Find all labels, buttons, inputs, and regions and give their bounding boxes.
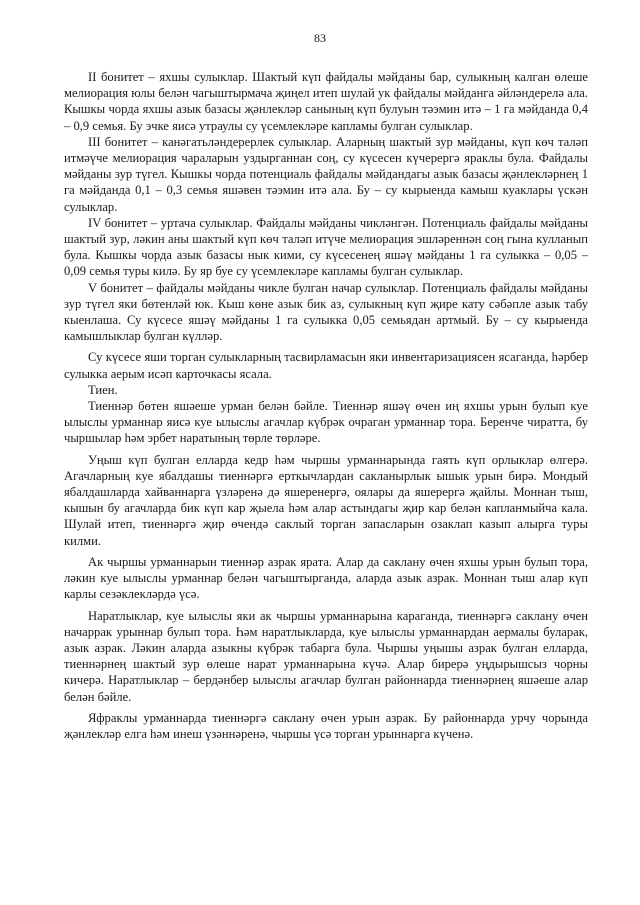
paragraph-bonitet-4: IV бонитет – уртача сулыклар. Файдалы мәйданы чикләнгән. Потенциаль файдалы мәйданы шактый зур, ләкин аны шактый күп көч таләп итүче мелиорация эшләреннән соң гына кулланып була. Кышкы чорда азык базасы нык кими, су күсесенең яшәү мәйданы 1 га сулыкка – 0,05 – 0,09 семья туры килә. Бу яр буе су үсемлекләре капламы булган сулыклар. bbox=[64, 215, 588, 279]
page-number: 83 bbox=[314, 31, 326, 45]
paragraph-spruce-forests: Ак чыршы урманнарын тиеннәр азрак ярата. Алар да саклану өчен яхшы урын булып тора, ләкин куе ылыслы урманнар белән чагыштырганда, аларда азык азрак. Моннан тыш алар күп карлы сезәклекләрдә үсә. bbox=[64, 554, 588, 602]
paragraph-inventory: Су күсесе яши торган сулыкларның тасвирламасын яки инвентаризациясен ясаганда, һәрбер сулыкка аерым исәп карточкасы ясала. bbox=[64, 350, 588, 381]
paragraph-pine-forests: Наратлыклар, куе ылыслы яки ак чыршы урманнарына караганда, тиеннәргә саклану өчен начаррак урыннар булып тора. Һәм наратлыкларда, куе ылыслы урманнардан аермалы буларак, азык азрак. Ләкин аларда азыкны күбрәк табарга була. Чыршы уңышы азрак булган елларда, тиеннәрнең шактый зур өлеше нарат урманнарына күчә. Алар бирерә уңдырышсыз чорны кичерә. Наратлыклар – бердәнбер ылыслы агачлар булган районнарда тиеннәрнең яшәеше алар белән бәйле. bbox=[64, 608, 588, 704]
paragraph-bonitet-5: V бонитет – файдалы мәйданы чикле булган начар сулыклар. Потенциаль файдалы мәйданы зур түгел яки бөтенләй юк. Кыш көне азык бик аз, сулыкның күп җире кату сәбәпле азык табу кыенлаша. Су күсесе яшәү мәйданы 1 га сулыкка 0,05 семьядан артмый. Бу – су кырыенда камышлыклар булган күлләр. bbox=[64, 280, 588, 344]
section-heading-squirrel: Тиен. bbox=[88, 382, 118, 397]
paragraph-squirrel-habitat: Тиеннәр бөтен яшәеше урман белән бәйле. Тиеннәр яшәү өчен иң яхшы урын булып куе ылыслы урманнар яисә куе ылыслы агачлар күбрәк очраган урманнар тора. Беренче чиратта, бу чыршылар һәм эрбет наратының төрле төрләре. bbox=[64, 399, 588, 446]
paragraph-deciduous-forests: Яфраклы урманнарда тиеннәргә саклану өчен урын азрак. Бу районнарда урчу чорында җәнлекләр елга һәм инеш үзәннәренә, чыршы үсә торган урыннарга күченә. bbox=[64, 710, 588, 741]
document-body bbox=[64, 69, 588, 742]
paragraph-harvest-years: Уңыш күп булган елларда кедр һәм чыршы урманнарында гаять күп орлыклар өлгерә. Агачларның куе ябалдашы тиеннәргә ерткычлардан сакланырлык ышык урын бирә. Мондый ябалдашларда хайваннарга үзләренә дә яшеренергә, оялары да яшерергә җайлы. Моннан тыш, кышын бу агачларда бик күп кар җыела һәм алар астындагы җир кар белән капланмыйча кала. Шулай итеп, тиеннәргә җир өчендә саклый торган запасларын озаклап казып алырга туры килми. bbox=[64, 452, 588, 548]
paragraph-bonitet-3: III бонитет – канәгатьләндерерлек сулыклар. Аларның шактый зур мәйданы, күп көч таләп итмәүче мелиорация чараларын уздырганнан соң, су күсесен күчерергә яраклы була. Файдалы мәйданы зур түгел. Кышкы чорда потенциаль файдалы мәйдандагы азык базасы җәнлекләрнең 1 га мәйданда 0,1 – 0,3 семья яшәвен тәэмин итә ала. Бу – су кырыенда камыш куаклары үскән сулыклар. bbox=[64, 134, 588, 214]
paragraph-bonitet-2: II бонитет – яхшы сулыклар. Шактый күп файдалы мәйданы бар, сулыкның калган өлеше мелиорация юлы белән чагыштырмача җиңел итеп шулай ук файдалы мәйданга әйләндерелә ала. Кышкы чорда яхшы азык базасы җәнлекләр санының күп булуын тәэмин итә – 1 га мәйданда 0,4 – 0,9 семья. Бу эчке яисә утраулы су үсемлекләре капламы булган сулыклар. bbox=[64, 70, 588, 133]
